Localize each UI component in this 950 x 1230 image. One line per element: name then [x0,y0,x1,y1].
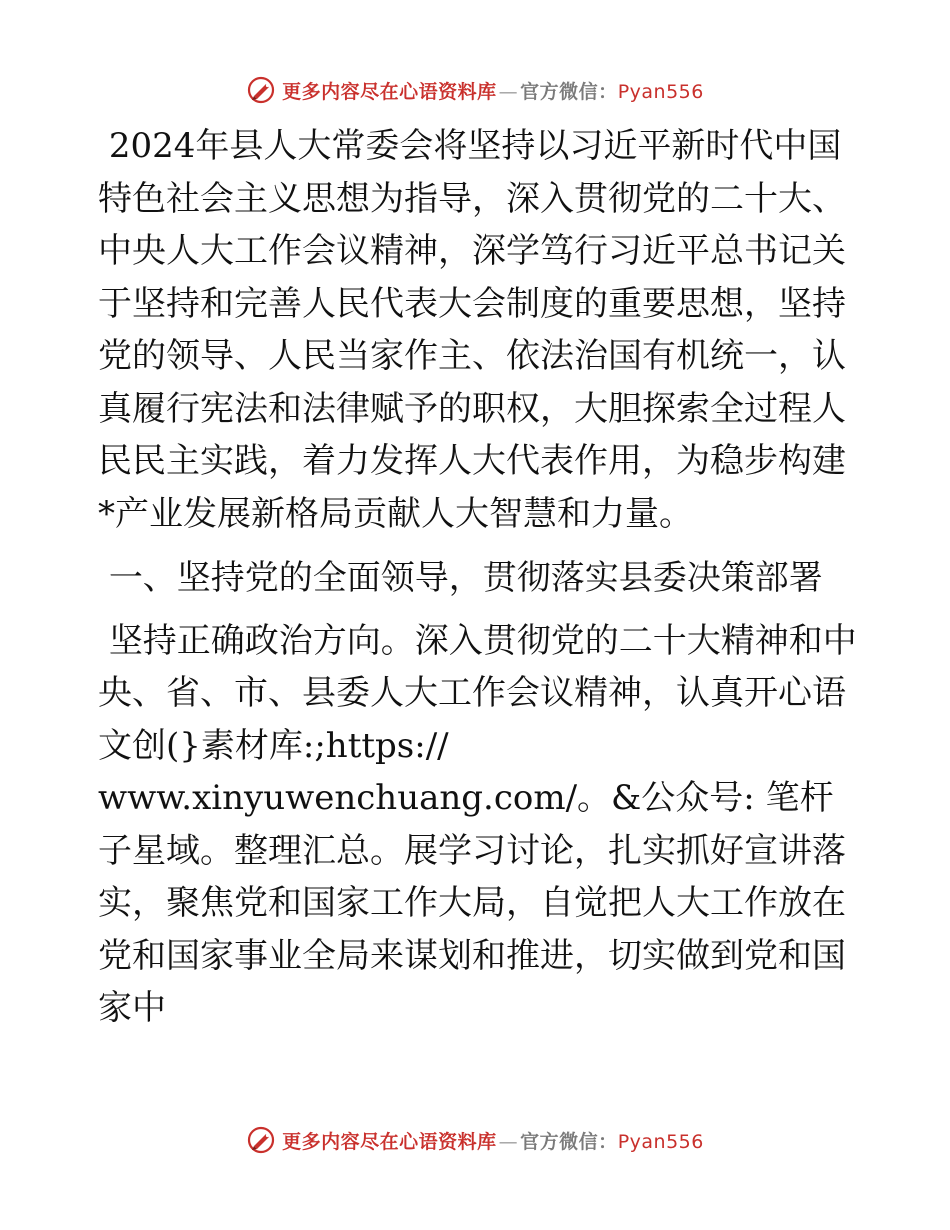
pen-logo-icon [246,1125,276,1155]
watermark-site-name: 更多内容尽在心语资料库 [282,1130,497,1153]
watermark-dash: — [498,1130,519,1153]
document-body [98,120,858,1035]
footer-watermark [0,1120,950,1160]
header-watermark-text [282,77,704,104]
pen-logo-icon [246,75,276,105]
section-heading-1: 一、坚持党的全面领导，贯彻落实县委决策部署 [98,558,823,598]
paragraph-intro: 2024年县人大常委会将坚持以习近平新时代中国特色社会主义思想为指导，深入贯彻党的二十大、中央人大工作会议精神，深学笃行习近平总书记关于坚持和完善人民代表大会制度的重要思想，坚持党的领导、人民当家作主、依法治国有机统一，认真履行宪法和法律赋予的职权，大胆探索全过程人民民主实践，着力发挥人大代表作用，为稳步构建*产业发展新格局贡献人大智慧和力量。 [98,126,846,534]
paragraph-2-part-b: www.xinyuwenchuang.com/。&公众号: 笔杆子星域。整理汇总。展学习讨论，扎实抓好宣讲落实，聚焦党和国家工作大局，自觉把人大工作放在党和国家事业全局来谋划和推进，切实做到党和国家中 [98,778,846,1028]
watermark-wechat-id: Pyan556 [617,80,704,103]
header-watermark [0,70,950,110]
paragraph-2-part-a: 坚持正确政治方向。深入贯彻党的二十大精神和中央、省、市、县委人大工作会议精神，认真开心语文创(}素材库:;https:// [98,620,857,766]
watermark-wechat-id: Pyan556 [617,1130,704,1153]
watermark-dash: — [498,80,519,103]
watermark-official-label: 官方微信： [520,1130,618,1153]
watermark-site-name: 更多内容尽在心语资料库 [282,80,497,103]
watermark-official-label: 官方微信： [520,80,618,103]
footer-watermark-text [282,1127,704,1154]
